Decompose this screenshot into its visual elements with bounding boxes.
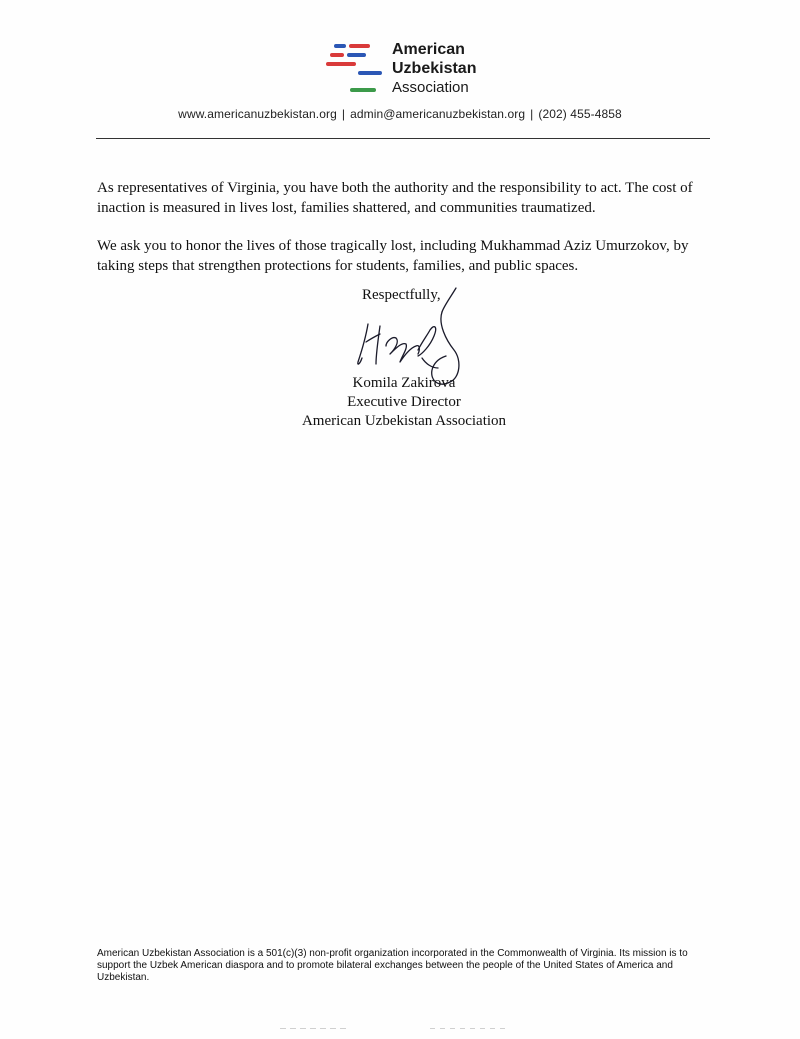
phone-number: (202) 455-4858 (538, 107, 622, 121)
signer-title: Executive Director (347, 394, 461, 410)
scan-artifact-icon (280, 1027, 520, 1030)
signature-block (290, 374, 518, 431)
signer-organization: American Uzbekistan Association (301, 413, 507, 429)
signer-name: Komila Zakirova (352, 375, 456, 391)
logo-stripes-icon (326, 42, 382, 94)
logo-line-american: American (392, 41, 465, 58)
organization-logo (326, 40, 496, 96)
paragraph-2: We ask you to honor the lives of those tragically lost, including Mukhammad Aziz Umurzokov, by taking steps that strengthen protections for students, families, and public spaces. (97, 238, 689, 274)
logo-line-association: Association (392, 79, 469, 96)
closing-salutation: Respectfully, (362, 287, 441, 303)
footer-mission-statement: American Uzbekistan Association is a 501(c)(3) non-profit organization incorporated in the Commonwealth of Virginia. Its mission is to support the Uzbek American diaspora and to promote bilateral exchanges between the people of the United States of America and Uzbekistan. (97, 948, 688, 983)
contact-line (0, 107, 800, 121)
header-divider (96, 138, 710, 139)
separator: | (341, 107, 346, 121)
separator: | (530, 107, 534, 121)
logo-wordmark (392, 40, 476, 97)
email-link[interactable]: admin@americanuzbekistan.org (350, 107, 526, 121)
paragraph-1: As representatives of Virginia, you have both the authority and the responsibility to act. The cost of inaction is measured in lives lost, families shattered, and communities traumatized. (97, 180, 693, 216)
website-link[interactable]: www.americanuzbekistan.org (178, 107, 337, 121)
logo-line-uzbekistan: Uzbekistan (392, 60, 477, 77)
